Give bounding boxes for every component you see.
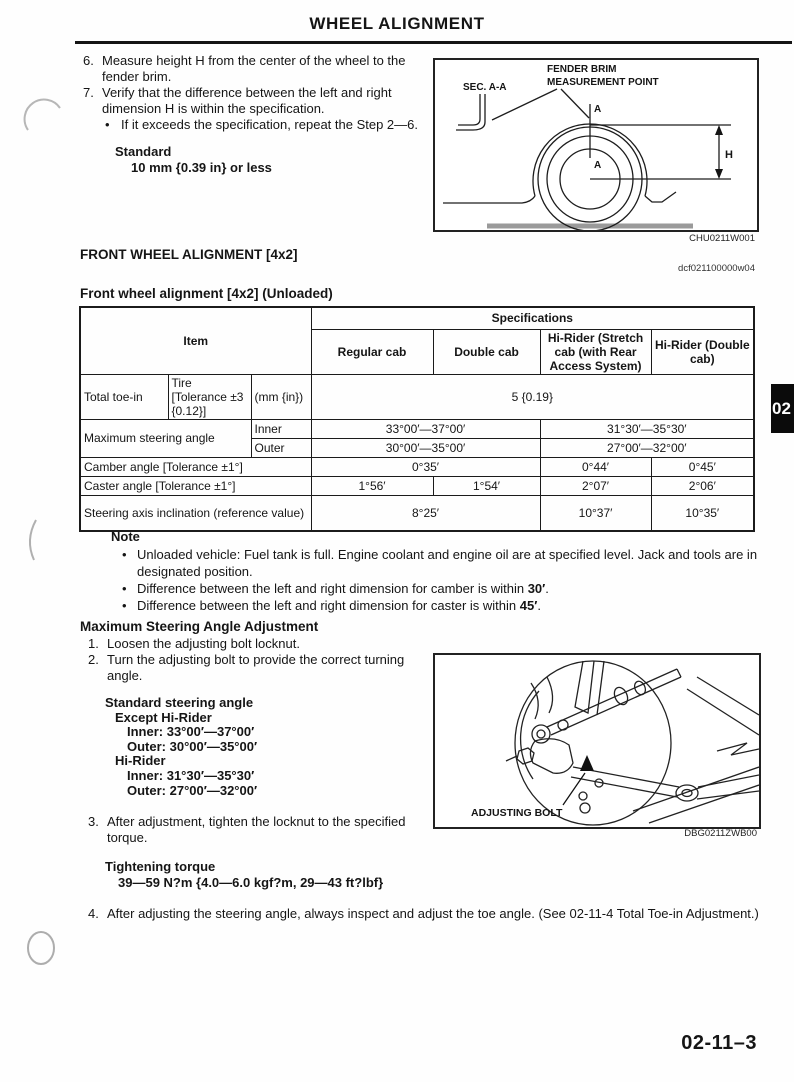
background-line-1	[687, 689, 759, 735]
torque-value: 39—59 N?m {4.0—6.0 kgf?m, 29—43 ft?lbf}	[118, 875, 384, 890]
table-row-camber	[80, 457, 754, 476]
note-bullet	[122, 597, 777, 614]
sai-hi-stretch: 10°37′	[540, 495, 651, 531]
standard-label: Standard	[115, 144, 172, 159]
note-bullet	[122, 580, 777, 597]
brake-hose-1	[531, 683, 538, 719]
steering-outer-hi-rider: 27°00′—32°00′	[540, 438, 754, 457]
frame-edge-2	[649, 785, 759, 823]
steering-inner-standard: 33°00′—37°00′	[311, 419, 540, 438]
caster-regular: 1°56′	[311, 476, 433, 495]
caster-double: 1°54′	[433, 476, 540, 495]
arm-bushing	[676, 785, 698, 801]
section-heading-front-wheel-alignment: FRONT WHEEL ALIGNMENT [4x2]	[80, 247, 298, 262]
standard-steering-title: Standard steering angle	[105, 695, 254, 710]
toe-in-sub-label: Tire [Tolerance ±3 {0.12}]	[168, 374, 251, 419]
heading-max-steering-adjustment: Maximum Steering Angle Adjustment	[80, 619, 319, 634]
arrowhead-down	[715, 169, 723, 179]
tightening-torque-block	[105, 859, 383, 891]
table-row-caster	[80, 476, 754, 495]
step-number: 7.	[83, 85, 94, 100]
binder-mark-bottom	[28, 932, 54, 964]
leader-to-section	[492, 89, 557, 120]
figure2-code: DBG0211ZWB00	[684, 828, 757, 839]
point-a-bottom-label: A	[594, 160, 602, 171]
procedure-steps-top	[83, 53, 433, 176]
inner-housing-arc	[521, 691, 539, 779]
adjusting-bolt-shank	[506, 756, 517, 761]
col-header-hi-rider-double: Hi-Rider (Double cab)	[651, 329, 754, 374]
sai-label: Steering axis inclination (reference value)	[80, 495, 311, 531]
camber-label: Camber angle [Tolerance ±1°]	[80, 457, 311, 476]
height-dim-label: H	[725, 149, 733, 161]
bolt-detail-3	[558, 720, 568, 730]
tie-rod-bottom	[551, 677, 681, 735]
tie-rod-end-stud	[537, 730, 545, 738]
fender-brim-diagram	[435, 60, 757, 230]
step-7-bullet	[105, 117, 433, 133]
upper-fork	[575, 661, 594, 713]
except-hi-rider-outer: Outer: 30°00′—35°00′	[127, 738, 258, 754]
note-bullet-text	[137, 597, 777, 614]
fender-brim-callout-line1: FENDER BRIM	[547, 64, 617, 75]
note-text: Unloaded vehicle: Fuel tank is full. Engine coolant and engine oil are at specified level. Jack and tools are in designated position.	[137, 547, 758, 579]
adjusting-bolt-label: ADJUSTING BOLT	[471, 807, 563, 819]
step-text: Measure height H from the center of the wheel to the fender brim.	[102, 53, 406, 84]
step-text: After adjusting the steering angle, always inspect and adjust the toe angle. (See 02-11-4 Total Toe-in Adjustment.)	[107, 906, 759, 921]
body-line-right	[645, 192, 676, 202]
point-a-top-label: A	[594, 104, 602, 115]
caster-label: Caster angle [Tolerance ±1°]	[80, 476, 311, 495]
caster-hi-stretch: 2°07′	[540, 476, 651, 495]
sec-aa-label: SEC. A-A	[463, 82, 507, 93]
steering-inner-label: Inner	[251, 419, 311, 438]
sec-aa-profile-outer	[458, 94, 480, 125]
col-header-double-cab: Double cab	[433, 329, 540, 374]
adjustment-steps-1-2	[88, 636, 408, 684]
bullet-text: If it exceeds the specification, repeat the Step 2—6.	[121, 117, 419, 132]
body-line-left	[443, 196, 535, 203]
note-strong: 30′	[527, 581, 546, 596]
step-text: Turn the adjusting bolt to provide the correct turning angle.	[107, 652, 405, 683]
note-bullet-text	[137, 546, 777, 580]
adjustment-step-4	[88, 906, 768, 922]
step-number: 1.	[88, 636, 99, 651]
steering-outer-label: Outer	[251, 438, 311, 457]
note-strong: 45′	[519, 598, 538, 613]
background-zigzag	[717, 743, 759, 755]
pointer-arrow-up	[580, 755, 594, 771]
toe-in-label: Total toe-in	[80, 374, 168, 419]
page-title: WHEEL ALIGNMENT	[309, 14, 485, 33]
brake-hose-2	[547, 677, 553, 713]
note-bullet-text	[137, 580, 777, 597]
arrowhead-up	[715, 125, 723, 135]
subsection-heading-unloaded: Front wheel alignment [4x2] (Unloaded)	[80, 286, 333, 301]
group-hi-rider: Hi-Rider	[115, 753, 166, 769]
bolt-detail-2	[579, 792, 587, 800]
steering-angle-label: Maximum steering angle	[80, 419, 251, 457]
frame-edge-1	[633, 767, 759, 811]
background-line-2	[697, 677, 759, 715]
sai-standard: 8°25′	[311, 495, 540, 531]
step-number: 6.	[83, 53, 94, 68]
step-text: After adjustment, tighten the locknut to the specified torque.	[107, 814, 406, 845]
bullet-marker: •	[105, 117, 110, 132]
col-header-hi-rider-stretch: Hi-Rider (Stretch cab (with Rear Access System)	[540, 329, 651, 374]
frame-line-2	[697, 791, 759, 799]
note-tail: .	[537, 598, 541, 613]
note-title: Note	[111, 529, 140, 544]
steering-outer-standard: 30°00′—35°00′	[311, 438, 540, 457]
hi-rider-outer: Outer: 27°00′—32°00′	[127, 782, 258, 798]
figure1-code: CHU0211W001	[689, 233, 755, 244]
col-header-item: Item	[80, 307, 311, 374]
camber-standard: 0°35′	[311, 457, 540, 476]
col-header-specifications: Specifications	[311, 307, 754, 329]
table-row-steering-inner	[80, 419, 754, 438]
steering-inner-hi-rider: 31°30′—35°30′	[540, 419, 754, 438]
note-text: Difference between the left and right dimension for camber is within	[137, 581, 528, 596]
section-tab-02: 02	[771, 384, 794, 433]
step-text: Loosen the adjusting bolt locknut.	[107, 636, 300, 651]
note-block	[111, 528, 777, 614]
camber-hi-double: 0°45′	[651, 457, 754, 476]
step-7	[83, 85, 433, 117]
step-text: Verify that the difference between the left and right dimension H is within the specification.	[102, 85, 392, 116]
camber-hi-stretch: 0°44′	[540, 457, 651, 476]
table-row-toe-in	[80, 374, 754, 419]
bullet-marker: •	[122, 581, 127, 596]
note-tail: .	[545, 581, 549, 596]
step-number: 4.	[88, 906, 99, 921]
sai-hi-double: 10°35′	[651, 495, 754, 531]
bullet-marker: •	[122, 547, 127, 562]
leader-to-point	[561, 89, 589, 118]
adjusting-bolt-diagram	[435, 655, 759, 827]
step-6	[83, 53, 433, 85]
adjusting-bolt-head	[517, 748, 534, 764]
adjustment-step-2	[88, 652, 408, 684]
page-number: 02-11–3	[681, 1032, 757, 1054]
note-bullet	[122, 546, 777, 580]
binder-mark-top	[25, 100, 60, 130]
standard-value: 10 mm {0.39 in} or less	[131, 160, 272, 175]
toe-in-unit: (mm {in})	[251, 374, 311, 419]
standard-spec	[115, 144, 433, 176]
binder-marks	[10, 88, 74, 988]
adjustment-step-3	[88, 814, 408, 846]
tie-rod-end-joint	[532, 725, 550, 743]
group-except-hi-rider: Except Hi-Rider	[115, 709, 212, 725]
except-hi-rider-inner: Inner: 33°00′—37°00′	[127, 724, 255, 740]
bullet-marker: •	[122, 598, 127, 613]
alignment-spec-table	[79, 306, 755, 532]
bolt-detail-4	[580, 803, 590, 813]
step-number: 2.	[88, 652, 99, 667]
steering-knuckle	[530, 739, 573, 774]
step-number: 3.	[88, 814, 99, 829]
binder-mark-middle	[30, 520, 36, 560]
title-rule	[75, 41, 792, 44]
table-row	[80, 307, 754, 329]
torque-title: Tightening torque	[105, 859, 216, 874]
adjustment-step-1	[88, 636, 408, 652]
tie-rod-end-cap	[677, 669, 681, 677]
upper-rod	[597, 661, 604, 715]
col-header-regular-cab: Regular cab	[311, 329, 433, 374]
document-code: dcf021100000w04	[678, 263, 755, 274]
note-text: Difference between the left and right dimension for caster is within	[137, 598, 520, 613]
caster-hi-double: 2°06′	[651, 476, 754, 495]
standard-steering-angle-block	[105, 696, 257, 798]
fender-brim-callout-line2: MEASUREMENT POINT	[547, 77, 659, 88]
table-row-sai	[80, 495, 754, 531]
hi-rider-inner: Inner: 31°30′—35°30′	[127, 767, 255, 783]
figure-fender-brim	[433, 58, 759, 232]
figure-adjusting-bolt	[433, 653, 761, 829]
toe-in-value: 5 {0.19}	[311, 374, 754, 419]
